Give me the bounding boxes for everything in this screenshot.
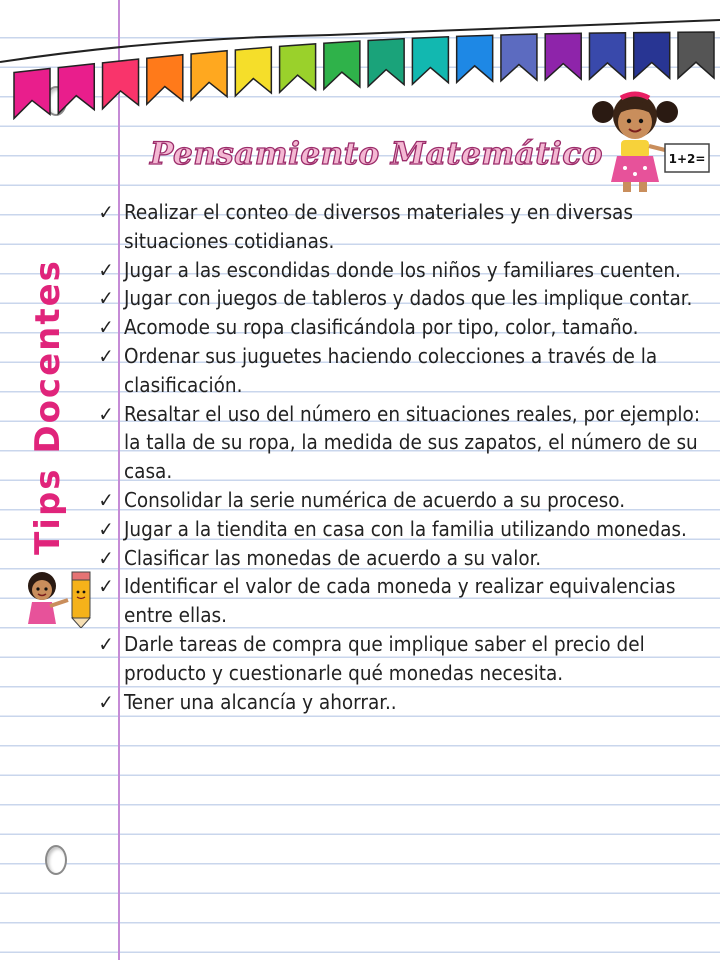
check-icon: ✓ [98, 574, 114, 599]
tip-item [96, 284, 714, 313]
check-icon: ✓ [98, 200, 114, 224]
tip-text: Tener una alcancía y ahorrar.. [124, 689, 397, 714]
tip-item [96, 400, 714, 486]
check-icon: ✓ [98, 315, 114, 340]
check-icon: ✓ [98, 545, 114, 570]
bunting-flag [324, 41, 360, 89]
check-icon: ✓ [98, 631, 114, 656]
check-icon: ✓ [98, 516, 114, 541]
tip-text: Realizar el conteo de diversos materiales y en diversas situaciones cotidianas. [124, 200, 633, 253]
tip-item [96, 198, 714, 256]
bunting-flag [545, 33, 581, 80]
check-icon: ✓ [98, 286, 114, 311]
bunting-flag [147, 55, 183, 105]
side-label: Tips Docentes [28, 259, 68, 555]
tip-item [96, 572, 714, 630]
tip-item [96, 486, 714, 515]
page-title: Pensamiento Matemático [150, 136, 603, 172]
bunting-flag [103, 59, 139, 109]
tip-text: Jugar a las escondidas donde los niños y familiares cuenten. [124, 257, 681, 282]
bunting-flag [191, 51, 227, 100]
bunting-flag [58, 64, 94, 114]
check-icon: ✓ [98, 343, 114, 368]
tip-text: Jugar a la tiendita en casa con la familia utilizando monedas. [124, 516, 687, 541]
check-icon: ✓ [98, 257, 114, 282]
tip-text: Identificar el valor de cada moneda y realizar equivalencias entre ellas. [124, 574, 676, 628]
tip-text: Acomode su ropa clasificándola por tipo, color, tamaño. [124, 315, 639, 340]
math-sign: 1+2= [668, 152, 706, 166]
bunting-flag [14, 68, 50, 118]
tip-item [96, 544, 714, 573]
bunting-flag [280, 44, 316, 93]
girl-with-sign-icon [585, 84, 711, 200]
check-icon: ✓ [98, 689, 114, 714]
tip-item [96, 342, 714, 400]
check-icon: ✓ [98, 487, 114, 512]
tip-text: Clasificar las monedas de acuerdo a su valor. [124, 545, 542, 570]
bunting-flag [678, 32, 714, 78]
girl-with-pencil-icon [20, 566, 104, 628]
bunting-flag [412, 37, 448, 85]
tip-item [96, 256, 714, 285]
bunting-flag [368, 39, 404, 87]
bunting-flag [457, 35, 493, 82]
tip-text: Consolidar la serie numérica de acuerdo a su proceso. [124, 487, 626, 512]
bunting-flag [501, 34, 537, 81]
binder-hole [45, 845, 67, 875]
bunting-flag [634, 32, 670, 78]
tip-text: Jugar con juegos de tableros y dados que les implique contar. [124, 286, 693, 311]
tip-item [96, 630, 714, 688]
tip-item [96, 688, 714, 717]
tip-item [96, 515, 714, 544]
bunting-flag [235, 47, 271, 96]
tip-text: Resaltar el uso del número en situaciones reales, por ejemplo: la talla de su ropa, la medida de sus zapatos, el número de su casa. [124, 401, 701, 484]
check-icon: ✓ [98, 401, 114, 426]
tip-text: Ordenar sus juguetes haciendo colecciones a través de la clasificación. [124, 343, 658, 397]
tip-item [96, 313, 714, 342]
tip-text: Darle tareas de compra que implique saber el precio del producto y cuestionarle qué monedas necesita. [124, 631, 645, 685]
bunting-flag [589, 33, 625, 79]
tips-list [96, 198, 714, 716]
